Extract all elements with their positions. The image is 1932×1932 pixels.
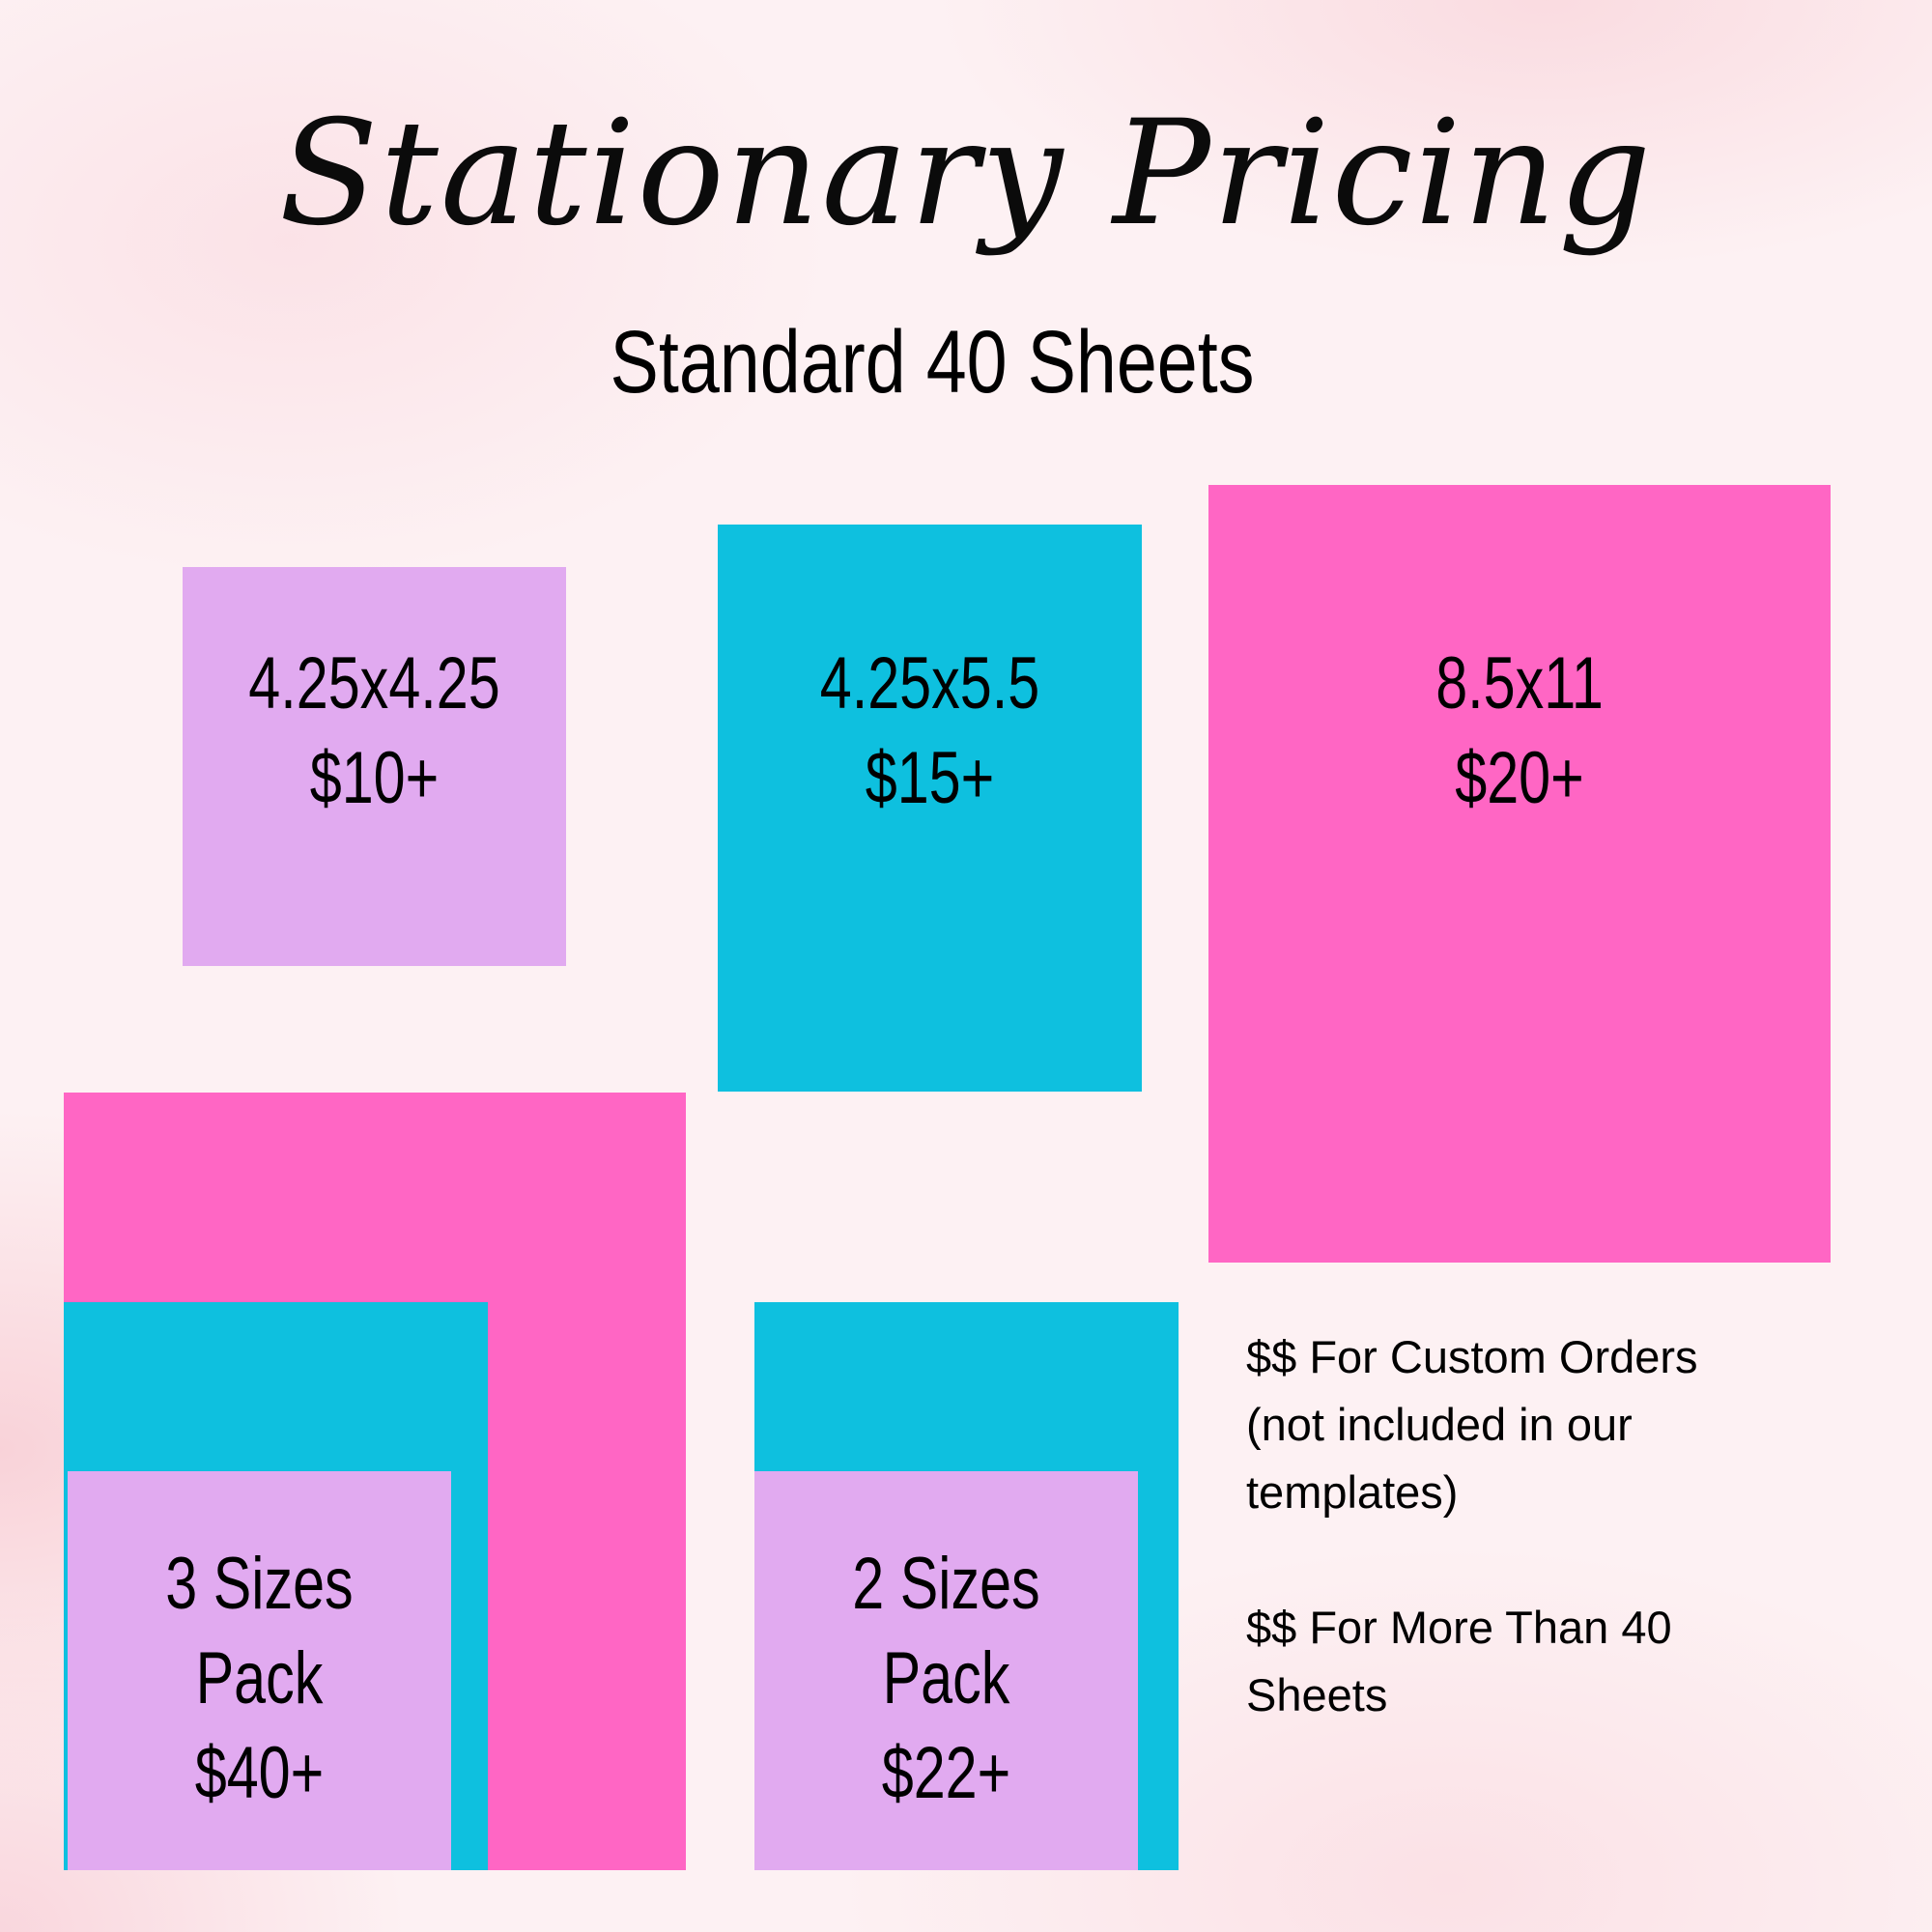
pack3-price: $40+: [194, 1732, 325, 1814]
custom-note-line-1: $$ For Custom Orders: [1246, 1331, 1698, 1382]
card-small-price: $10+: [309, 737, 440, 819]
more-note-line-2: Sheets: [1246, 1669, 1388, 1720]
custom-orders-note: [1246, 1323, 1787, 1526]
pack3-front-layer: [68, 1471, 451, 1870]
card-medium: [718, 525, 1142, 1092]
more-note-line-1: $$ For More Than 40: [1246, 1602, 1672, 1653]
custom-note-line-2: (not included in our: [1246, 1399, 1633, 1450]
card-medium-price: $15+: [865, 737, 995, 819]
pack3-name: 3 Sizes Pack: [165, 1543, 354, 1719]
card-small-square: [183, 567, 566, 966]
card-large: [1208, 485, 1831, 1263]
pack2-name: 2 Sizes Pack: [852, 1543, 1040, 1719]
page-subtitle: Standard 40 Sheets: [610, 313, 1255, 412]
card-small-size: 4.25x4.25: [248, 642, 500, 724]
pack2-front-layer: [754, 1471, 1138, 1870]
pack2-price: $22+: [881, 1732, 1011, 1814]
card-large-price: $20+: [1455, 737, 1584, 819]
custom-note-line-3: templates): [1246, 1466, 1459, 1518]
card-medium-size: 4.25x5.5: [819, 642, 1040, 724]
card-large-size: 8.5x11: [1435, 642, 1604, 724]
more-sheets-note: [1246, 1594, 1787, 1729]
page-title: Stationary Pricing: [278, 90, 1654, 258]
